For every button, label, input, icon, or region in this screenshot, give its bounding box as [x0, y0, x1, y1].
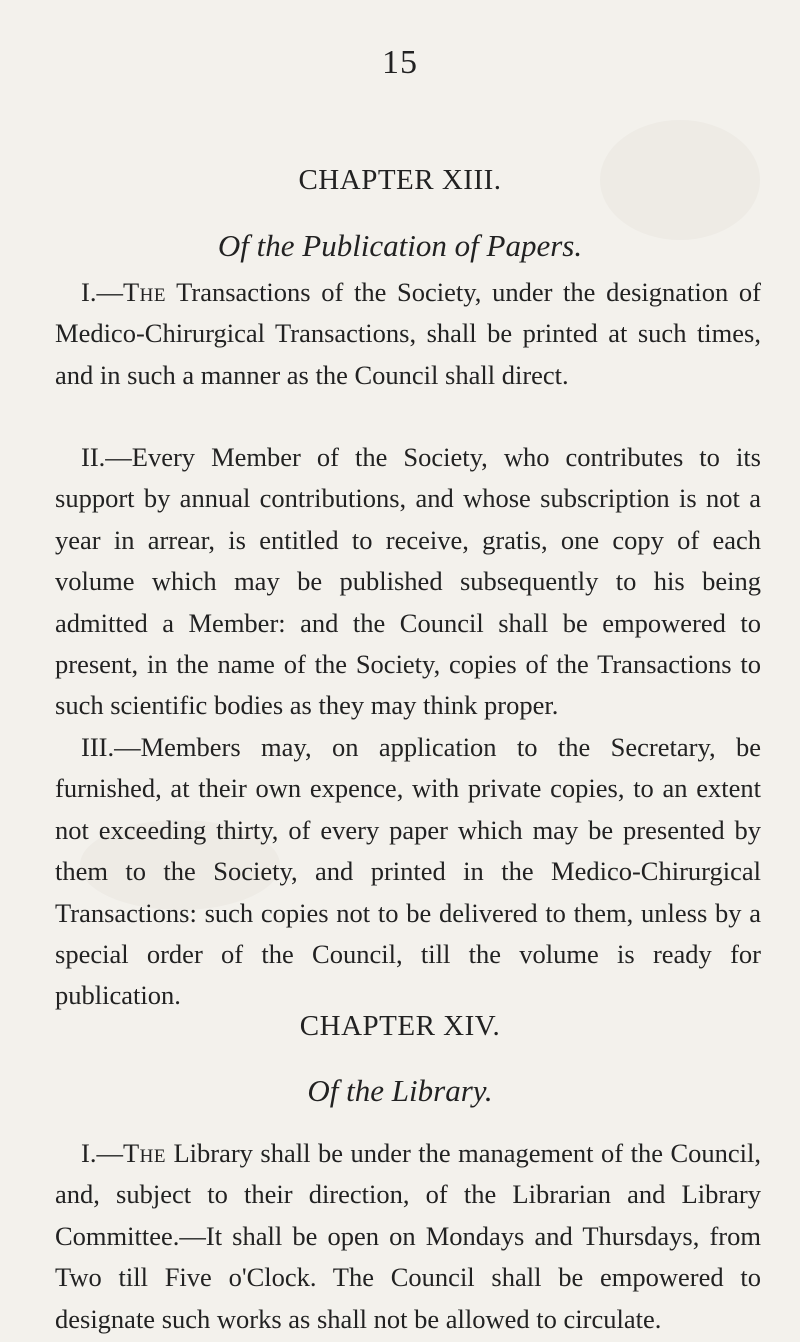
paragraph-first-word: The — [122, 1138, 166, 1168]
chapter-subheading: Of the Library. — [307, 1073, 493, 1108]
page-number: 15 — [382, 44, 418, 81]
chapter-heading: CHAPTER XIII. — [298, 164, 502, 196]
paragraph — [55, 1133, 761, 1340]
paragraph-body: II.—Every Member of the Society, who contributes to its support by annual contributions, and whose subscription is not a year in arrear, is entitled to receive, gratis, one copy of each volume which may be published subsequently to his being admitted a Member: and the Council shall be empowered to present, in the name of the Society, copies of the Transactions to such scientific bodies as they may think proper. — [55, 442, 761, 721]
paragraph-lead: I.— — [81, 1138, 123, 1168]
chapter-heading: CHAPTER XIV. — [299, 1010, 501, 1042]
chapter-subheading: Of the Publication of Papers. — [217, 228, 583, 263]
paragraph — [55, 272, 761, 396]
paragraph — [55, 727, 761, 1017]
paragraph-first-word: The — [122, 277, 166, 307]
paragraph-body: Transactions of the Society, under the designation of Medico-Chirurgical Transactions, shall be printed at such times, and in such a manner as the Council shall direct. — [55, 277, 761, 390]
paragraph-body: III.—Members may, on application to the Secretary, be furnished, at their own expence, with private copies, to an extent not exceeding thirty, of every paper which may be presented by them to the Society, and printed in the Medico-Chirurgical Transactions: such copies not to be delivered to them, unless by a special order of the Council, till the volume is ready for publication. — [55, 732, 761, 1011]
paragraph-body: Library shall be under the management of the Council, and, subject to their direction, of the Librarian and Library Committee.—It shall be open on Mondays and Thursdays, from Two till Five o'Clock. The Council shall be empowered to designate such works as shall not be allowed to circulate. — [55, 1138, 761, 1334]
paragraph-lead: I.— — [81, 277, 123, 307]
paragraph — [55, 437, 761, 727]
